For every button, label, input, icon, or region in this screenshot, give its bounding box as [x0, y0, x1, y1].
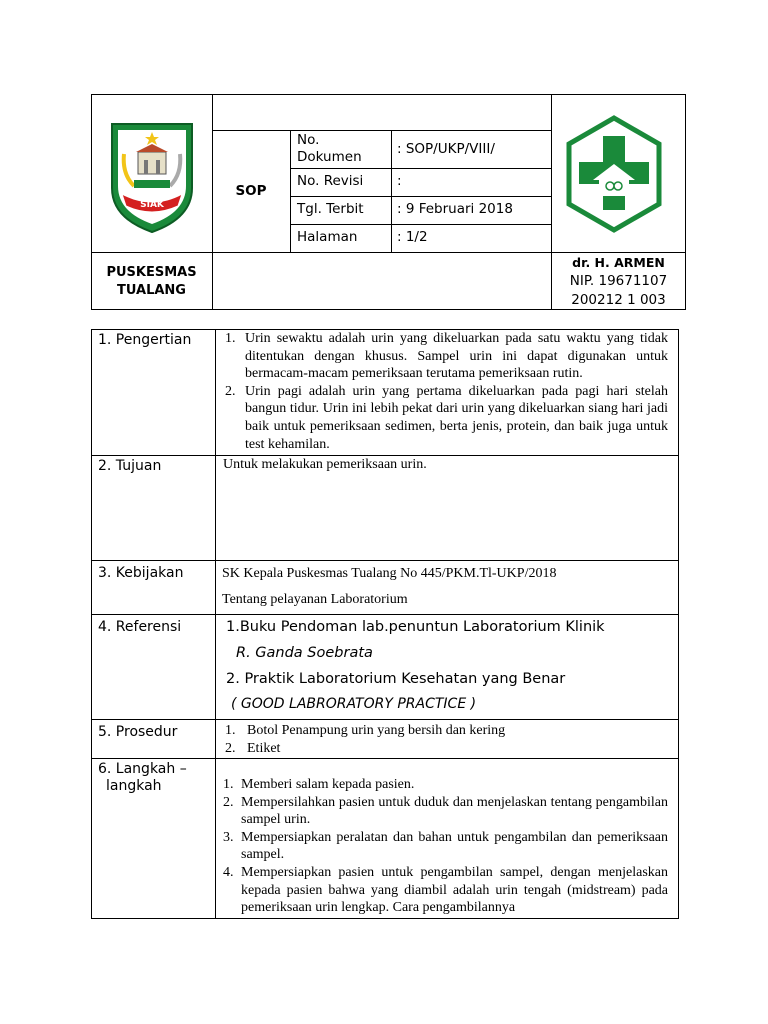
list-item: 1. Botol Penampung urin yang bersih dan kering	[225, 723, 506, 738]
langkah-list	[223, 776, 668, 917]
section-label-langkah	[98, 761, 187, 795]
signer-nip2: 200212 1 003	[571, 292, 666, 308]
list-item: 2. Etiket	[225, 740, 281, 756]
divider	[91, 614, 679, 615]
referensi-line4: ( GOOD LABRORATORY PRACTICE )	[231, 696, 477, 712]
divider	[391, 130, 392, 252]
section-label-prosedur: 5. Prosedur	[98, 724, 178, 740]
section-label-kebijakan: 3. Kebijakan	[98, 565, 184, 581]
referensi-line3: 2. Praktik Laboratorium Kesehatan yang Benar	[226, 671, 566, 687]
section-label-pengertian: 1. Pengertian	[98, 332, 192, 348]
meta-label-no-dokumen: No. Dokumen	[297, 132, 362, 165]
list-item: 4. Mempersiapkan pasien untuk pengambilan sampel, dengan menjelaskan kepada pasien bahwa yang diambil adalah urin tengah (midstream) pada pemeriksaan urin lengkap. Cara pengambilannya	[223, 864, 668, 916]
list-item: 2. Mempersilahkan pasien untuk duduk dan menjelaskan tentang pengambilan sampel urin.	[223, 794, 668, 828]
divider	[91, 918, 679, 919]
org-line1: PUSKESMAS	[106, 265, 197, 280]
divider	[215, 329, 216, 919]
langkah-label-line1: 6. Langkah –	[98, 761, 187, 777]
divider	[290, 168, 551, 169]
list-item: 2. Urin pagi adalah urin yang pertama dikeluarkan pada pagi hari stelah bangun tidur. Urin ini lebih pekat dari urin yang dikeluarkan siang hari jadi baik untuk pemeriksaan sedimen, berta jenis, protein, dan baik juga untuk test kehamilan.	[225, 383, 668, 452]
meta-value-no-dokumen: : SOP/UKP/VIII/	[397, 141, 495, 157]
referensi-line2: R. Ganda Soebrata	[236, 645, 373, 661]
signer-nip1: NIP. 19671107	[569, 273, 668, 289]
kebijakan-line1: SK Kepala Puskesmas Tualang No 445/PKM.Tl-UKP/2018	[222, 566, 557, 581]
divider	[212, 94, 213, 310]
signer-block	[551, 253, 686, 310]
section-label-referensi: 4. Referensi	[98, 619, 182, 635]
divider	[91, 758, 679, 759]
list-item: 3. Mempersiapkan peralatan dan bahan untuk pengambilan dan pemeriksaan sampel.	[223, 829, 668, 863]
siak-emblem-logo	[104, 118, 200, 236]
org-line2: TUALANG	[117, 283, 186, 298]
kebijakan-line2: Tentang pelayanan Laboratorium	[222, 592, 408, 607]
tujuan-text: Untuk melakukan pemeriksaan urin.	[223, 457, 427, 472]
signer-name: dr. H. ARMEN	[572, 255, 665, 270]
divider	[212, 130, 551, 131]
meta-value-no-revisi: :	[397, 173, 402, 189]
list-item: 1. Memberi salam kepada pasien.	[223, 777, 415, 792]
divider	[290, 196, 551, 197]
meta-label-tgl-terbit: Tgl. Terbit	[297, 201, 364, 217]
divider	[290, 130, 291, 252]
prosedur-list	[225, 722, 668, 757]
divider	[91, 560, 679, 561]
referensi-line1: 1.Buku Pendoman lab.penuntun Laboratorium Klinik	[226, 619, 605, 635]
divider	[290, 224, 551, 225]
pengertian-list	[225, 330, 668, 453]
list-item: 1. Urin sewaktu adalah urin yang dikeluarkan pada satu waktu yang tidak ditentukan dengan khusus. Sampel urin ini dapat digunakan untuk bermacam-macam pemeriksaan terutama pemeriksaan rutin.	[225, 331, 668, 382]
meta-value-halaman: : 1/2	[397, 229, 428, 245]
meta-label-halaman: Halaman	[297, 229, 358, 245]
logo-text: SIAK	[140, 200, 164, 210]
sop-label: SOP	[235, 183, 267, 199]
puskesmas-cross-logo	[565, 114, 663, 234]
org-name	[91, 264, 212, 300]
section-label-tujuan: 2. Tujuan	[98, 458, 162, 474]
langkah-label-line2: langkah	[106, 778, 162, 794]
divider	[91, 719, 679, 720]
meta-value-tgl-terbit: : 9 Februari 2018	[397, 201, 513, 217]
meta-label-no-revisi: No. Revisi	[297, 173, 364, 189]
